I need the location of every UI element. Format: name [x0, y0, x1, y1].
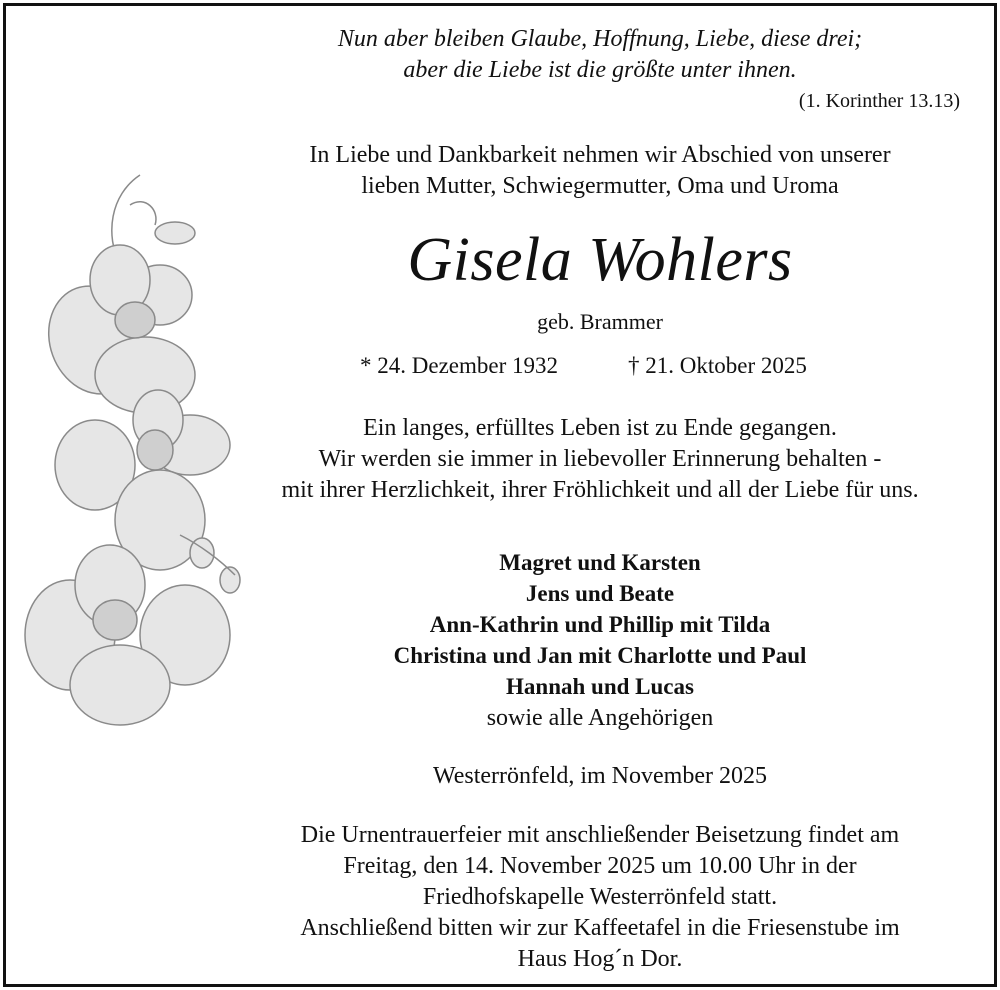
relatives-line: sowie alle Angehörigen [486, 705, 714, 731]
family-member: Hannah und Lucas [506, 674, 694, 699]
intro-line-2: lieben Mutter, Schwiegermutter, Oma und Uroma [361, 173, 839, 199]
ceremony-line-2: Freitag, den 14. November 2025 um 10.00 Uhr in der [343, 853, 857, 879]
family-member: Christina und Jan mit Charlotte und Paul [393, 643, 807, 668]
ceremony-line-5: Haus Hog´n Dor. [517, 946, 683, 972]
message-line-1: Ein langes, erfülltes Leben ist zu Ende gegangen. [363, 415, 837, 441]
verse-reference: (1. Korinther 13.13) [798, 90, 960, 112]
ceremony-line-3: Friedhofskapelle Westerrönfeld statt. [422, 884, 778, 910]
place-date: Westerrönfeld, im November 2025 [433, 763, 767, 789]
family-member: Magret und Karsten [499, 550, 701, 575]
message-line-2: Wir werden sie immer in liebevoller Erinnerung behalten - [318, 446, 882, 472]
family-member: Ann-Kathrin und Phillip mit Tilda [429, 612, 771, 637]
deceased-name: Gisela Wohlers [407, 226, 793, 294]
death-date: † 21. Oktober 2025 [628, 353, 807, 378]
ceremony-line-4: Anschließend bitten wir zur Kaffeetafel in die Friesenstube im [300, 915, 900, 941]
message-line-3: mit ihrer Herzlichkeit, ihrer Fröhlichkeit und all der Liebe für uns. [281, 477, 919, 503]
family-member: Jens und Beate [525, 581, 675, 606]
birth-date: * 24. Dezember 1932 [360, 353, 558, 378]
verse-line-2: aber die Liebe ist die größte unter ihnen. [403, 57, 797, 83]
intro-line-1: In Liebe und Dankbarkeit nehmen wir Abschied von unserer [309, 142, 891, 168]
ceremony-line-1: Die Urnentrauerfeier mit anschließender Beisetzung findet am [300, 822, 900, 848]
verse-line-1: Nun aber bleiben Glaube, Hoffnung, Liebe, diese drei; [337, 26, 863, 52]
orchid-illustration-icon [10, 165, 250, 730]
maiden-name: geb. Brammer [537, 309, 663, 334]
